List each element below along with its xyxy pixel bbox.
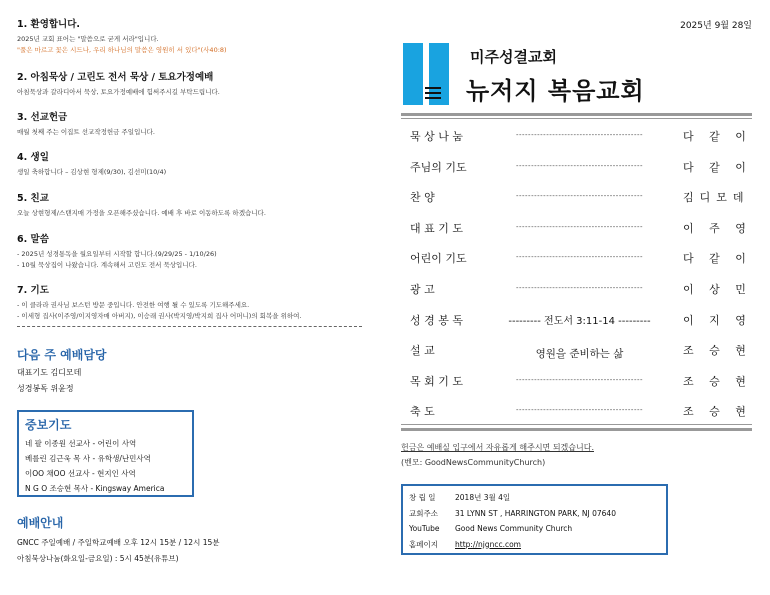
service-row: [405, 365, 753, 396]
announcement-3: [17, 109, 155, 138]
announcement-line: - 2025년 성경통독을 월요일부터 시작할 합니다.(9/29/25 - 1/10/26): [17, 250, 217, 258]
service-label: 묵 상 나 눔: [410, 130, 463, 143]
worship-info-row-1: GNCC 주일예배 / 주일학교예배 오후 12시 15분 / 12시 15분: [17, 538, 220, 547]
church-name: 뉴저지 복음교회: [466, 77, 645, 105]
next-week-row-1: 대표기도 김디모데: [17, 368, 82, 377]
service-leader: 조 승 현: [683, 405, 752, 419]
service-detail: ------------------------------------------: [515, 406, 644, 415]
service-detail: --------- 전도서 3:11-14 ---------: [508, 315, 651, 327]
prayer-box: [17, 410, 194, 497]
announcement-2: [17, 69, 220, 98]
service-row: [405, 334, 753, 365]
next-week-duty: [17, 346, 107, 397]
service-leader: 다 같 이: [683, 252, 752, 266]
service-detail: ------------------------------------------: [515, 253, 644, 262]
service-detail: ------------------------------------------: [515, 131, 644, 139]
service-row: [405, 304, 753, 335]
announcement-title: 2. 아침묵상 / 고린도 전서 묵상 / 토요가정예배: [17, 72, 214, 83]
service-detail: ------------------------------------------: [515, 284, 644, 292]
announcement-line: - 이 클라라 권사님 보스턴 방문 중입니다. 안전한 여행 될 수 있도록 기도해주세요.: [17, 301, 250, 309]
service-row: [405, 151, 753, 182]
service-label: 광 고: [410, 283, 435, 296]
service-row: [405, 242, 753, 273]
service-detail: ------------------------------------------: [515, 222, 644, 231]
service-detail: ------------------------------------------: [515, 161, 644, 170]
info-row: [409, 490, 660, 506]
announcement-title: 3. 선교헌금: [17, 112, 68, 123]
service-leader: 이 상 민: [683, 283, 752, 296]
announcement-7: [17, 282, 301, 322]
announcement-title: 7. 기도: [17, 285, 49, 296]
announcement-line: 매월 첫째 주는 이집트 선교작정헌금 주일입니다.: [17, 128, 155, 136]
announcement-5: [17, 190, 266, 219]
service-row: [405, 395, 753, 426]
service-label: 축 도: [410, 405, 435, 419]
announcement-line: 생일 축하합니다 – 김상현 형제(9/30), 김선미(10/4): [17, 168, 167, 176]
info-value: 2018년 3월 4일: [455, 493, 511, 502]
info-label: 창 립 일: [409, 493, 436, 502]
announcement-line: - 이세형 집사(이주영/이지영자매 아버지), 이승래 권사(박지영/박지희 집사 어머니)의 회복을 위하여.: [17, 312, 302, 320]
service-label: 어린이 기도: [410, 252, 467, 266]
bulletin-date: 2025년 9월 28일: [680, 21, 752, 31]
info-label: 교회주소: [409, 508, 438, 518]
prayer-row-1: 네 팔 이종원 선교사 - 어린이 사역: [25, 439, 137, 448]
announcement-line: 아침묵상과 갈라디아서 묵상, 토요가정예배에 힘써주시길 부탁드립니다.: [17, 88, 220, 96]
announcement-title: 4. 생일: [17, 152, 49, 163]
next-week-heading: 다음 주 예배담당: [17, 348, 107, 362]
service-label: 설 교: [410, 344, 435, 358]
venmo-note: (벤모: GoodNewsCommunityChurch): [401, 458, 546, 467]
announcement-line: 2025년 교회 표어는 "말씀으로 굳게 서라"입니다.: [17, 35, 159, 43]
service-detail: 영원을 준비하는 삶: [535, 348, 624, 361]
next-week-row-2: 성경봉독 위윤정: [17, 384, 74, 393]
church-logo-icon: [403, 43, 455, 105]
bottom-rule: [401, 428, 752, 431]
church-sub-title: 미주성결교회: [470, 48, 557, 66]
announcement-title: 5. 친교: [17, 193, 49, 204]
info-value: 31 LYNN ST , HARRINGTON PARK, NJ 07640: [455, 508, 616, 518]
service-detail: ------------------------------------------: [515, 375, 644, 384]
announcement-line: "풀은 마르고 꽃은 시드나, 우리 하나님의 말씀은 영원히 서 있다"(사40:8): [17, 46, 227, 54]
service-leader: 다 같 이: [683, 130, 752, 143]
announcement-line: - 10월 묵상집이 나왔습니다. 계속해서 고린도 전서 묵상입니다.: [17, 261, 197, 269]
service-row: [405, 181, 753, 212]
info-row: [409, 537, 660, 553]
announcement-title: 6. 말씀: [17, 234, 49, 245]
offering-note: 헌금은 예배실 입구에서 자유롭게 해주시면 되겠습니다.: [401, 443, 594, 452]
worship-info-heading: 예배안내: [17, 516, 64, 530]
announcement-title: 1. 환영합니다.: [17, 19, 81, 30]
service-detail: ------------------------------------------: [515, 192, 644, 201]
service-label: 성 경 봉 독: [410, 313, 463, 327]
info-value: Good News Community Church: [455, 524, 573, 533]
service-label: 주님의 기도: [410, 160, 467, 174]
service-leader: 김디모데: [683, 191, 750, 205]
service-leader: 조 승 현: [683, 344, 752, 358]
worship-info: [17, 514, 220, 567]
service-label: 목 회 기 도: [410, 374, 463, 388]
service-leader: 이 주 영: [683, 221, 752, 235]
church-info-box: [401, 484, 668, 555]
service-label: 대 표 기 도: [410, 221, 463, 235]
bottom-rule-thin: [401, 424, 752, 425]
prayer-row-4: N G O 조승현 목사 - Kingsway America: [25, 484, 165, 493]
service-leader: 조 승 현: [683, 374, 752, 388]
service-leader: 다 같 이: [683, 160, 752, 174]
announcement-6: [17, 231, 217, 271]
announcement-4: [17, 149, 166, 178]
info-label: 홈페이지: [409, 539, 438, 549]
prayer-row-3: 이OO 채OO 선교사 - 현지인 사역: [25, 469, 136, 478]
service-row: [405, 120, 753, 151]
announcement-1: [17, 16, 227, 56]
info-row: [409, 521, 660, 537]
top-rule: [401, 113, 752, 116]
prayer-heading: 중보기도: [25, 418, 72, 432]
announcement-line: 오늘 상현형제/스탠지매 가정을 오픈해주셨습니다. 예배 후 바로 이동하도록 하겠습니다.: [17, 209, 266, 217]
service-leader: 이 지 영: [683, 313, 752, 327]
prayer-row-2: 베를린 김근욱 목 사 - 유학생/난민사역: [25, 454, 151, 463]
info-row: [409, 506, 660, 522]
top-rule-thin: [401, 118, 752, 119]
worship-info-row-2: 아침묵상나눔(화요일-금요일) : 5시 45분(유튜브): [17, 554, 179, 563]
service-row: [405, 273, 753, 304]
service-row: [405, 212, 753, 243]
homepage-link[interactable]: http://njgncc.com: [455, 539, 521, 549]
info-label: YouTube: [409, 524, 440, 533]
separator-dashes: [17, 326, 362, 327]
service-label: 찬 양: [410, 191, 435, 205]
